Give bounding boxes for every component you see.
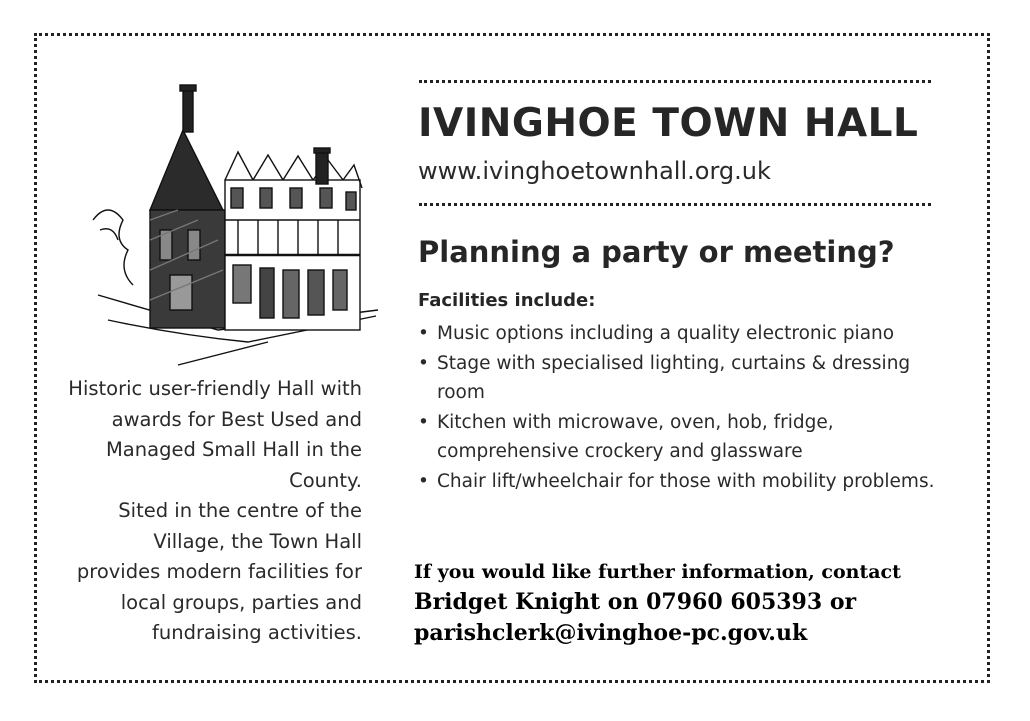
description-location: Sited in the centre of the Village, the Town Hall provides modern facilities for local groups, parties and fundraising activities. bbox=[76, 499, 362, 644]
facility-text: Kitchen with microwave, oven, hob, fridge, comprehensive crockery and glassware bbox=[437, 411, 834, 462]
contact-info bbox=[414, 558, 974, 648]
website-link[interactable]: www.ivinghoetownhall.org.uk bbox=[418, 157, 771, 185]
facility-item bbox=[418, 408, 938, 467]
contact-email[interactable]: parishclerk@ivinghoe-pc.gov.uk bbox=[414, 620, 808, 646]
contact-intro: If you would like further information, contact bbox=[414, 561, 901, 583]
town-hall-sketch bbox=[88, 80, 380, 370]
title-rule-top bbox=[419, 80, 931, 83]
hall-description bbox=[66, 374, 362, 649]
bullet-icon: • bbox=[418, 470, 429, 492]
bullet-icon: • bbox=[418, 323, 429, 344]
facility-item bbox=[418, 467, 938, 497]
description-awards: Historic user-friendly Hall with awards for Best Used and Managed Small Hall in the County. bbox=[68, 377, 362, 492]
facilities-heading: Facilities include: bbox=[418, 290, 596, 311]
facilities-list bbox=[418, 319, 938, 496]
facility-text: Music options including a quality electronic piano bbox=[437, 323, 895, 344]
facility-text: Stage with specialised lighting, curtains & dressing room bbox=[437, 352, 911, 403]
facility-text: Chair lift/wheelchair for those with mobility problems. bbox=[437, 470, 935, 492]
title-rule-bottom bbox=[419, 203, 931, 206]
page-title: IVINGHOE TOWN HALL bbox=[418, 101, 919, 146]
bullet-icon: • bbox=[418, 352, 429, 374]
bullet-icon: • bbox=[418, 411, 429, 433]
headline: Planning a party or meeting? bbox=[418, 235, 895, 269]
facility-item bbox=[418, 319, 938, 349]
facility-item bbox=[418, 349, 938, 408]
contact-name-phone: Bridget Knight on 07960 605393 or bbox=[414, 589, 857, 615]
